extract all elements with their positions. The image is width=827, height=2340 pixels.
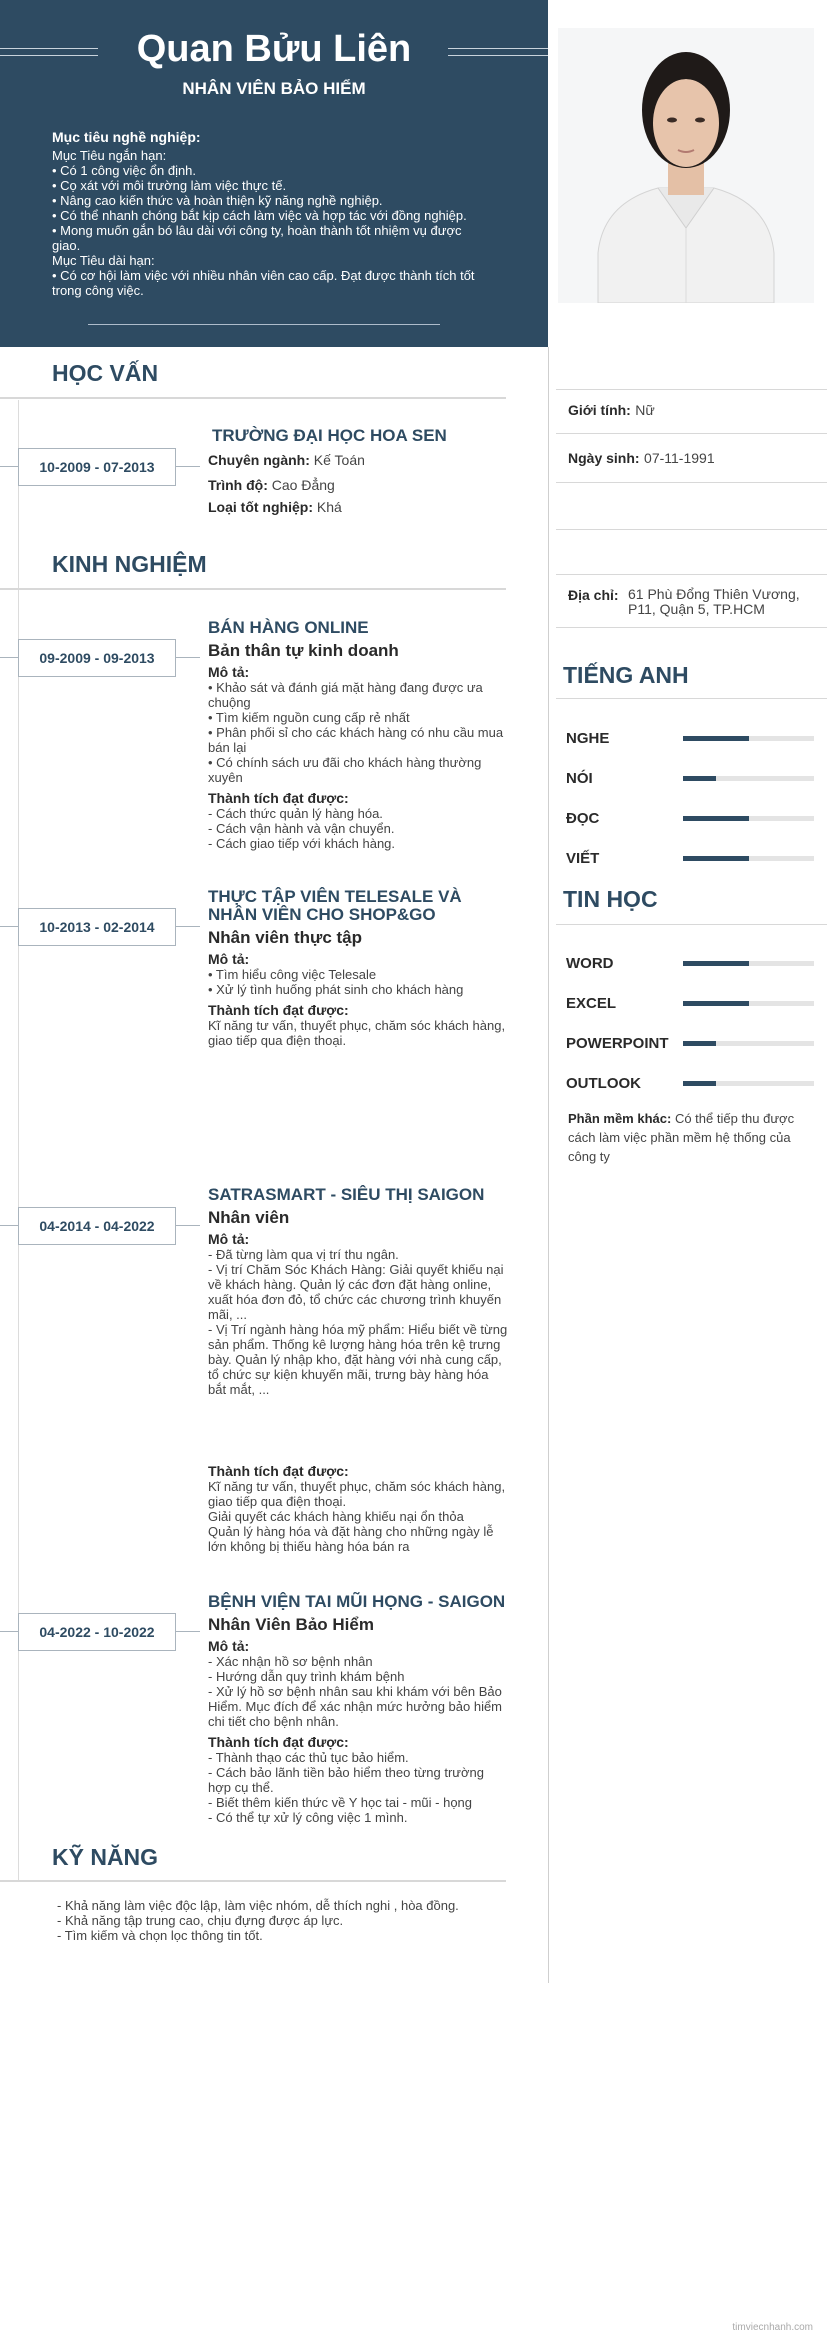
job-ach-line: Giải quyết các khách hàng khiếu nại ổn thỏa bbox=[208, 1509, 464, 1524]
job-ach-line: - Cách bảo lãnh tiền bảo hiểm theo từng trường hợp cụ thể. bbox=[208, 1765, 484, 1795]
objective-line: • Có 1 công việc ổn định. bbox=[52, 163, 197, 178]
job-ach-line: - Cách giao tiếp với khách hàng. bbox=[208, 836, 396, 851]
job-desc bbox=[208, 1654, 508, 1729]
job-company: BỆNH VIỆN TAI MŨI HỌNG - SAIGON bbox=[208, 1592, 506, 1611]
objective-heading: Mục tiêu nghề nghiệp: bbox=[52, 129, 201, 145]
english-skill-bar bbox=[683, 816, 814, 821]
candidate-name: Quan Bửu Liên bbox=[136, 28, 412, 70]
job-ach-label: Thành tích đạt được: bbox=[208, 790, 349, 806]
bar-fill bbox=[683, 1081, 716, 1086]
job-ach bbox=[208, 1750, 508, 1825]
job-desc bbox=[208, 967, 508, 997]
job-company: THỰC TẬP VIÊN TELESALE VÀ NHÂN VIÊN CHO SHOP&GO bbox=[208, 887, 462, 924]
english-skill-bar bbox=[683, 776, 814, 781]
english-skill-bar bbox=[683, 856, 814, 861]
skills-title-line bbox=[0, 1880, 506, 1882]
bar-fill bbox=[683, 856, 749, 861]
education-level bbox=[208, 477, 335, 493]
it-skill-name: EXCEL bbox=[566, 995, 617, 1012]
it-skill-bar bbox=[683, 961, 814, 966]
it-skill-name: OUTLOOK bbox=[566, 1075, 641, 1092]
education-title-line bbox=[0, 397, 506, 399]
other-software-value: Có thể tiếp thu được cách làm việc phần mềm hệ thống của công ty bbox=[568, 1111, 795, 1164]
job-role: Bản thân tự kinh doanh bbox=[208, 641, 399, 660]
english-skill-name: VIẾT bbox=[566, 850, 600, 867]
other-software-label: Phần mềm khác: bbox=[568, 1111, 672, 1126]
job-ach-line: - Có thể tự xử lý công việc 1 mình. bbox=[208, 1810, 408, 1825]
level-label: Trình độ: bbox=[208, 477, 268, 493]
column-divider bbox=[548, 347, 549, 1983]
dob-value: 07-11-1991 bbox=[644, 450, 715, 466]
job-entry bbox=[208, 1186, 508, 1397]
job-role: Nhân Viên Bảo Hiểm bbox=[208, 1615, 374, 1634]
info-separator bbox=[556, 433, 827, 434]
info-separator bbox=[556, 627, 827, 628]
job-ach-line: - Biết thêm kiến thức về Y học tai - mũi - họng bbox=[208, 1795, 473, 1810]
skill-line: - Khả năng tập trung cao, chịu đựng được áp lực. bbox=[57, 1913, 344, 1928]
info-separator bbox=[556, 389, 827, 390]
job-entry bbox=[208, 619, 508, 851]
bar-fill bbox=[683, 1041, 716, 1046]
job-ach-line: Quản lý hàng hóa và đặt hàng cho những ngày lễ lớn không bị thiếu hàng hóa bán ra bbox=[208, 1524, 494, 1554]
job-entry bbox=[208, 888, 508, 1048]
skill-line: - Tìm kiếm và chọn lọc thông tin tốt. bbox=[57, 1928, 263, 1943]
it-skill-name: WORD bbox=[566, 955, 614, 972]
education-date: 10-2009 - 07-2013 bbox=[18, 448, 176, 486]
it-title-line bbox=[556, 924, 827, 925]
footer-watermark: timviecnhanh.com bbox=[732, 2322, 813, 2333]
job-desc-label: Mô tả: bbox=[208, 664, 250, 680]
job-desc-line: - Đã từng làm qua vị trí thu ngân. bbox=[208, 1247, 399, 1262]
gender-value: Nữ bbox=[635, 402, 655, 418]
job-ach-line: - Thành thạo các thủ tục bảo hiểm. bbox=[208, 1750, 409, 1765]
it-skill-bar bbox=[683, 1001, 814, 1006]
bar-fill bbox=[683, 1001, 749, 1006]
grade-label: Loại tốt nghiệp: bbox=[208, 499, 313, 515]
job-ach bbox=[208, 1479, 508, 1554]
timeline-line bbox=[18, 400, 19, 1880]
job-desc-line: - Vị Trí ngành hàng hóa mỹ phẩm: Hiểu biết về từng sản phẩm. Thống kê lượng hàng hóa trên kệ trưng bày. Quản lý nhập kho, đặt hàng với nhà cung cấp, tổ chức sự kiện khuyến mãi, trưng bày hàng hóa bắt mắt, ... bbox=[208, 1322, 508, 1397]
job-ach-line: - Cách vận hành và vận chuyển. bbox=[208, 821, 395, 836]
job-desc-label: Mô tả: bbox=[208, 1638, 250, 1654]
it-skill-name: POWERPOINT bbox=[566, 1035, 669, 1052]
job-desc bbox=[208, 1247, 508, 1397]
objective-divider bbox=[88, 324, 440, 325]
job-company: BÁN HÀNG ONLINE bbox=[208, 618, 369, 637]
it-title: TIN HỌC bbox=[563, 886, 658, 912]
english-title-line bbox=[556, 698, 827, 699]
job-role: Nhân viên thực tập bbox=[208, 928, 362, 947]
job-desc-line: • Có chính sách ưu đãi cho khách hàng thường xuyên bbox=[208, 755, 482, 785]
english-skill-name: NGHE bbox=[566, 730, 610, 747]
english-skill-name: NÓI bbox=[566, 770, 593, 787]
objective-line: • Có cơ hội làm việc với nhiều nhân viên cao cấp. Đạt được thành tích tốt trong công việc. bbox=[52, 268, 475, 298]
job-ach-line: Kĩ năng tư vấn, thuyết phục, chăm sóc khách hàng, giao tiếp qua điện thoại. bbox=[208, 1479, 506, 1509]
job-ach-label: Thành tích đạt được: bbox=[208, 1463, 349, 1479]
experience-title: KINH NGHIỆM bbox=[52, 551, 207, 577]
job-date: 10-2013 - 02-2014 bbox=[18, 908, 176, 946]
major-label: Chuyên ngành: bbox=[208, 452, 310, 468]
gender-label: Giới tính: bbox=[568, 402, 631, 418]
job-desc-line: - Vị trí Chăm Sóc Khách Hàng: Giải quyết khiếu nại về khách hàng. Quản lý các đơn đặt hàng online, xuất hóa đơn đỏ, tổ chức các chương trình khuyến mãi, ... bbox=[208, 1262, 504, 1322]
grade-value: Khá bbox=[316, 499, 342, 515]
job-desc-line: - Xử lý hồ sơ bệnh nhân sau khi khám với bên Bảo Hiểm. Mục đích để xác nhận mức hưởng bảo hiểm chi tiết cho bệnh nhân. bbox=[208, 1684, 503, 1729]
other-software bbox=[568, 1109, 818, 1166]
job-achievements bbox=[208, 1463, 508, 1554]
skills-list bbox=[57, 1898, 477, 1943]
dob-label: Ngày sinh: bbox=[568, 450, 640, 466]
address-label-text: Địa chỉ: bbox=[568, 587, 619, 603]
it-skill-bar bbox=[683, 1081, 814, 1086]
job-desc bbox=[208, 680, 508, 785]
objective-line: Mục Tiêu dài hạn: bbox=[52, 253, 155, 268]
portrait-illustration bbox=[558, 28, 814, 303]
objective-line: • Mong muốn gắn bó lâu dài với công ty, hoàn thành tốt nhiệm vụ được giao. bbox=[52, 223, 462, 253]
job-date: 04-2022 - 10-2022 bbox=[18, 1613, 176, 1651]
profile-photo bbox=[558, 28, 814, 303]
job-desc-line: • Xử lý tình huống phát sinh cho khách hàng bbox=[208, 982, 464, 997]
education-grade bbox=[208, 499, 342, 515]
skills-title: KỸ NĂNG bbox=[52, 1844, 159, 1870]
job-ach-label: Thành tích đạt được: bbox=[208, 1734, 349, 1750]
address-label bbox=[568, 587, 619, 605]
job-company: SATRASMART - SIÊU THỊ SAIGON bbox=[208, 1185, 485, 1204]
gender-row bbox=[568, 402, 655, 420]
info-separator bbox=[556, 574, 827, 575]
job-desc-line: • Phân phối sỉ cho các khách hàng có nhu cầu mua bán lại bbox=[208, 725, 504, 755]
english-title: TIẾNG ANH bbox=[563, 662, 689, 688]
objective-line: • Có thể nhanh chóng bắt kịp cách làm việc và hợp tác với đồng nghiệp. bbox=[52, 208, 467, 223]
job-desc-line: • Khảo sát và đánh giá mặt hàng đang được ưa chuộng bbox=[208, 680, 483, 710]
job-ach-label: Thành tích đạt được: bbox=[208, 1002, 349, 1018]
dob-row bbox=[568, 450, 715, 468]
address-value: 61 Phù Đổng Thiên Vương, P11, Quận 5, TP.HCM bbox=[628, 586, 800, 617]
job-desc-line: - Xác nhận hồ sơ bệnh nhân bbox=[208, 1654, 373, 1669]
job-date: 04-2014 - 04-2022 bbox=[18, 1207, 176, 1245]
job-desc-line: - Hướng dẫn quy trình khám bệnh bbox=[208, 1669, 405, 1684]
job-ach-line: Kĩ năng tư vấn, thuyết phục, chăm sóc khách hàng, giao tiếp qua điện thoại. bbox=[208, 1018, 506, 1048]
job-desc-label: Mô tả: bbox=[208, 951, 250, 967]
bar-fill bbox=[683, 776, 716, 781]
job-role: Nhân viên bbox=[208, 1208, 290, 1227]
skill-line: - Khả năng làm việc độc lập, làm việc nhóm, dễ thích nghi , hòa đồng. bbox=[57, 1898, 459, 1913]
experience-title-line bbox=[0, 588, 506, 590]
info-separator bbox=[556, 482, 827, 483]
bar-fill bbox=[683, 816, 749, 821]
major-value: Kế Toán bbox=[313, 452, 365, 468]
objective-text bbox=[52, 148, 492, 298]
job-entry bbox=[208, 1593, 508, 1825]
job-desc-line: • Tìm kiếm nguồn cung cấp rẻ nhất bbox=[208, 710, 410, 725]
info-separator bbox=[556, 529, 827, 530]
job-ach bbox=[208, 1018, 508, 1048]
job-desc-line: • Tìm hiểu công việc Telesale bbox=[208, 967, 377, 982]
objective-line: • Nâng cao kiến thức và hoàn thiện kỹ năng nghề nghiệp. bbox=[52, 193, 383, 208]
job-ach-line: - Cách thức quản lý hàng hóa. bbox=[208, 806, 383, 821]
english-skill-bar bbox=[683, 736, 814, 741]
candidate-position: NHÂN VIÊN BẢO HIỂM bbox=[182, 79, 366, 98]
education-title: HỌC VẤN bbox=[52, 360, 159, 386]
it-skill-bar bbox=[683, 1041, 814, 1046]
education-major bbox=[208, 452, 365, 468]
objective-line: Mục Tiêu ngắn hạn: bbox=[52, 148, 167, 163]
bar-fill bbox=[683, 961, 749, 966]
objective-line: • Cọ xát với môi trường làm việc thực tế. bbox=[52, 178, 287, 193]
job-date: 09-2009 - 09-2013 bbox=[18, 639, 176, 677]
job-ach bbox=[208, 806, 508, 851]
job-desc-label: Mô tả: bbox=[208, 1231, 250, 1247]
english-skill-name: ĐỌC bbox=[566, 810, 600, 827]
level-value: Cao Đẳng bbox=[271, 477, 335, 493]
education-school: TRƯỜNG ĐẠI HỌC HOA SEN bbox=[212, 426, 447, 445]
bar-fill bbox=[683, 736, 749, 741]
